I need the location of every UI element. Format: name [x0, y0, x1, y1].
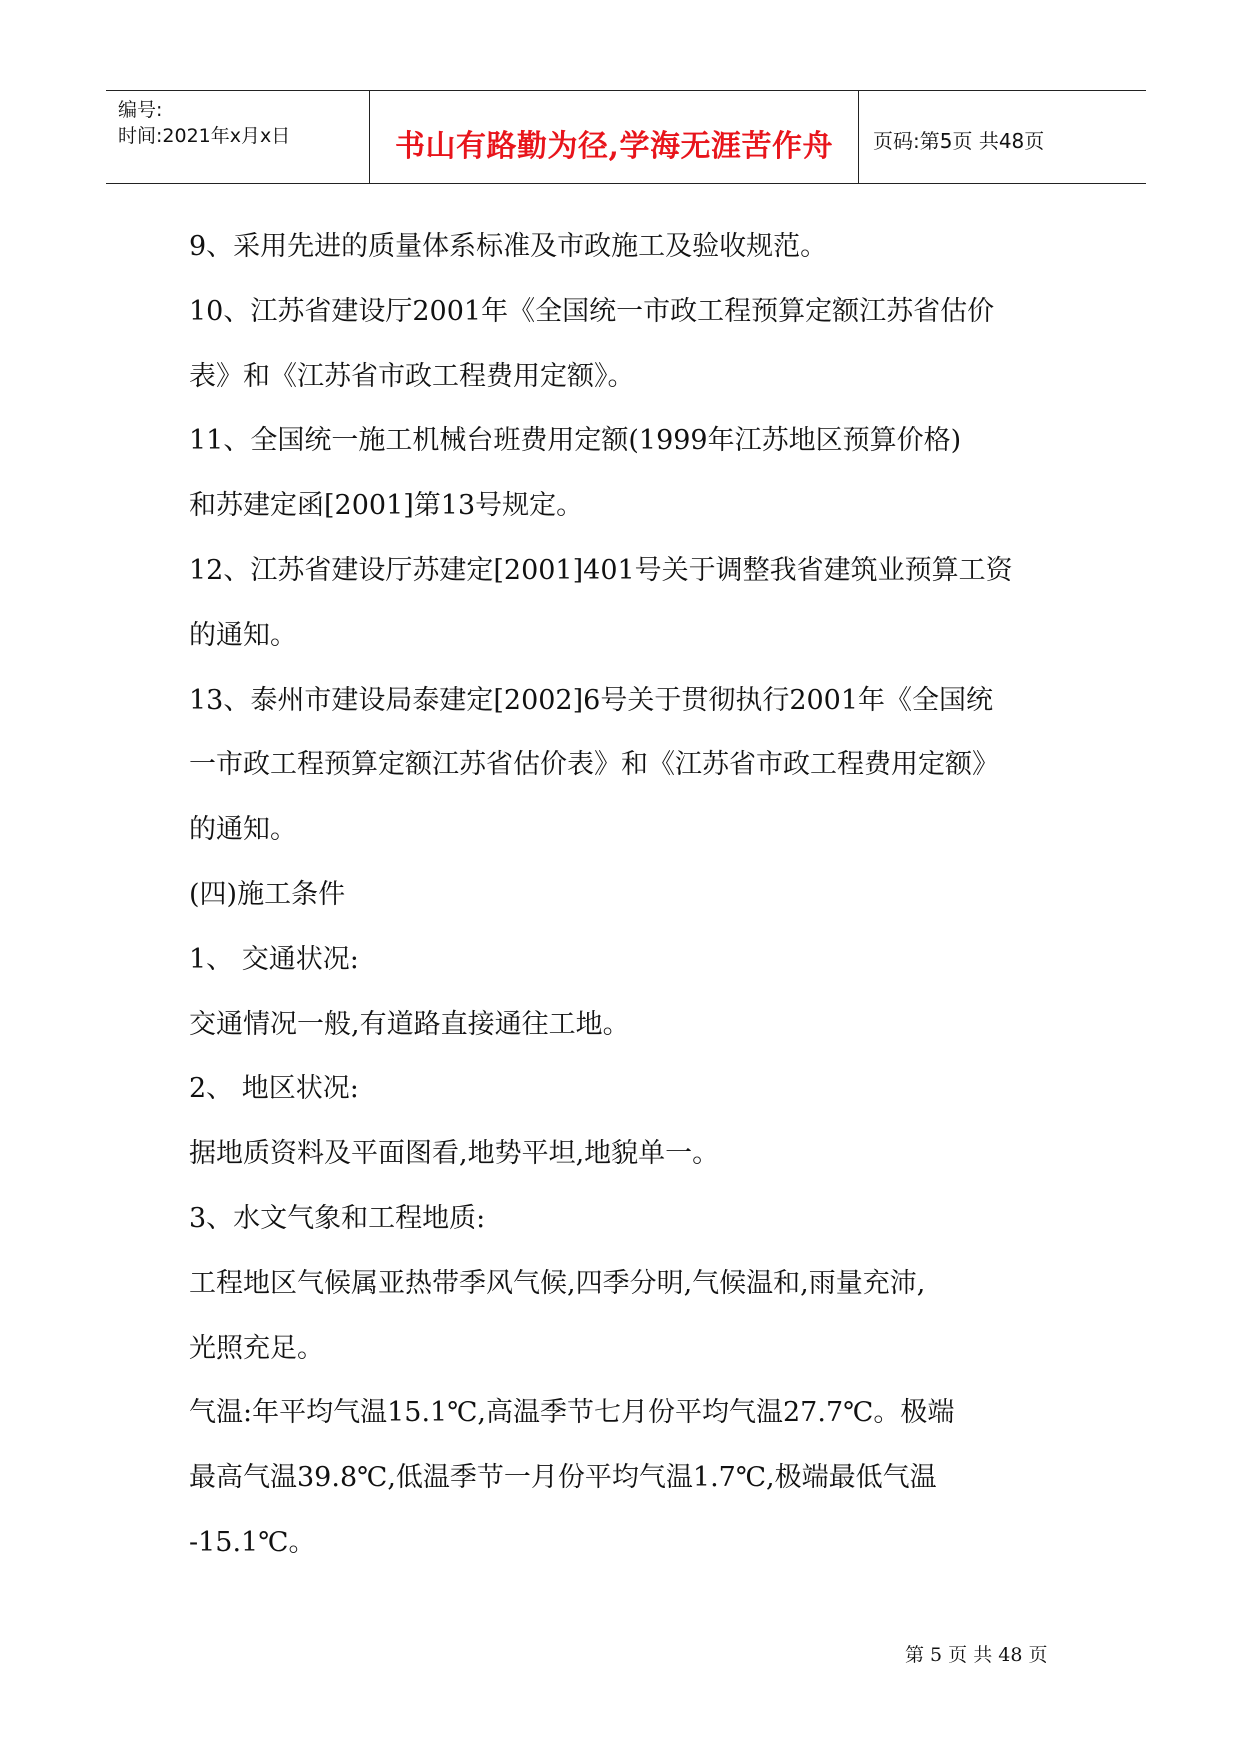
motto-text: 书山有路勤为径,学海无涯苦作舟 — [395, 129, 833, 164]
text-line: 12、江苏省建设厅苏建定[2001]401号关于调整我省建筑业预算工资 — [189, 554, 1013, 586]
page-header — [106, 90, 1146, 184]
text-line: 最高气温39.8℃,低温季节一月份平均气温1.7℃,极端最低气温 — [189, 1462, 937, 1494]
text-line: -15.1℃。 — [189, 1526, 316, 1558]
text-line: 13、泰州市建设局泰建定[2002]6号关于贯彻执行2001年《全国统 — [189, 684, 994, 716]
text-line: 表》和《江苏省市政工程费用定额》。 — [189, 360, 635, 392]
section-heading: (四)施工条件 — [189, 878, 346, 910]
text-line: 的通知。 — [189, 814, 297, 846]
text-line: 一市政工程预算定额江苏省估价表》和《江苏省市政工程费用定额》 — [189, 749, 999, 781]
text-line: 的通知。 — [189, 619, 297, 651]
text-line: 1、 交通状况: — [189, 943, 359, 975]
header-motto-cell — [370, 91, 859, 183]
text-line: 2、 地区状况: — [189, 1073, 359, 1105]
text-line: 和苏建定函[2001]第13号规定。 — [189, 490, 584, 522]
text-line: 9、采用先进的质量体系标准及市政施工及验收规范。 — [189, 231, 828, 262]
text-line: 据地质资料及平面图看,地势平坦,地貌单一。 — [189, 1138, 720, 1170]
text-line: 光照充足。 — [189, 1332, 324, 1364]
document-body — [189, 215, 1089, 1576]
text-line: 气温:年平均气温15.1℃,高温季节七月份平均气温27.7℃。极端 — [189, 1397, 955, 1429]
text-line: 10、江苏省建设厅2001年《全国统一市政工程预算定额江苏省估价 — [189, 295, 995, 327]
number-label: 编号: — [118, 99, 163, 121]
header-meta-cell — [106, 91, 370, 183]
time-label: 时间:2021年x月x日 — [118, 125, 291, 147]
header-page-info: 页码:第5页 共48页 — [873, 129, 1045, 153]
text-line: 工程地区气候属亚热带季风气候,四季分明,气候温和,雨量充沛, — [189, 1267, 926, 1299]
header-page-cell — [859, 91, 1146, 183]
page-footer: 第 5 页 共 48 页 — [905, 1644, 1048, 1666]
text-line: 3、水文气象和工程地质: — [189, 1202, 486, 1234]
text-line: 11、全国统一施工机械台班费用定额(1999年江苏地区预算价格) — [189, 425, 962, 457]
text-line: 交通情况一般,有道路直接通往工地。 — [189, 1008, 630, 1040]
